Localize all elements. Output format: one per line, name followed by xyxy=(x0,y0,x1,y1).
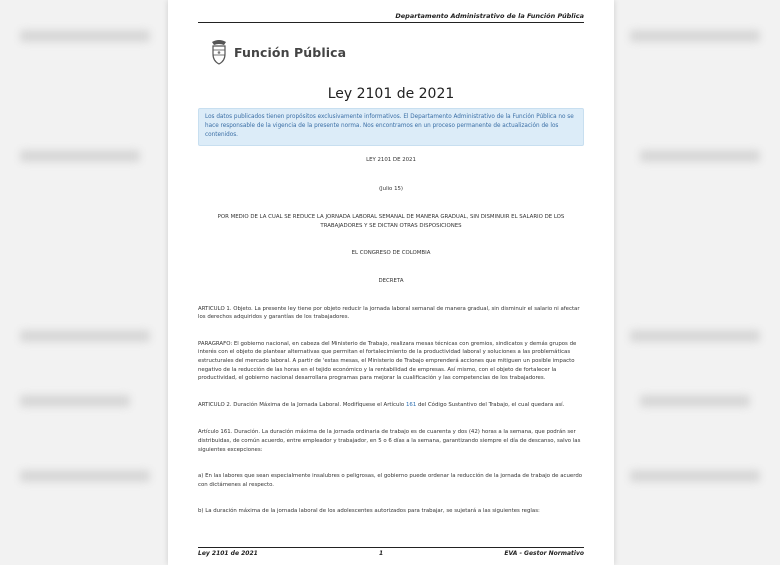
document-title: Ley 2101 de 2021 xyxy=(327,86,455,102)
article-2 xyxy=(198,401,584,410)
law-subject: POR MEDIO DE LA CUAL SE REDUCE LA JORNADA LABORAL SEMANAL DE MANERA GRADUAL, SIN DISMINUIR EL SALARIO DE LOS TRABAJADORES Y SE DICTAN OTRAS DISPOSICIONES xyxy=(217,214,565,229)
page-footer xyxy=(198,547,584,557)
colombia-coat-of-arms-icon xyxy=(208,38,230,66)
disclaimer-notice: Los datos publicados tienen propósitos exclusivamente informativos. El Departamento Administrativo de la Función Pública no se hace responsable de la vigencia de la presente norma. Nos encontramos en un proceso permanente de actualización de los contenidos. xyxy=(198,108,584,146)
document-body xyxy=(198,156,584,516)
item-b: b) La duración máxima de la jornada laboral de los adolescentes autorizados para trabajar, se sujetará a las siguientes reglas: xyxy=(198,508,540,515)
law-line: LEY 2101 DE 2021 xyxy=(366,157,416,163)
brand-name: Función Pública xyxy=(234,44,347,60)
decreta-line: DECRETA xyxy=(378,277,404,284)
item-a: a) En las labores que sean especialmente insalubres o peligrosas, el gobierno puede ordenar la reducción de la jornada de trabajo de acuerdo con dictámenes al respecto. xyxy=(198,473,583,488)
page-header: Departamento Administrativo de la Función Pública xyxy=(198,12,584,23)
footer-gestor: EVA - Gestor Normativo xyxy=(504,550,584,557)
law-date: (Julio 15) xyxy=(378,185,404,192)
footer-law: Ley 2101 de 2021 xyxy=(198,550,258,557)
article-2-text-b: del Código Sustantivo del Trabajo, el cual quedara así. xyxy=(416,401,565,408)
footer-page-number: 1 xyxy=(379,550,384,557)
article-161: Artículo 161. Duración. La duración máxima de la jornada ordinaria de trabajo es de cuarenta y dos (42) horas a la semana, que podrán ser distribuidas, de común acuerdo, entre empleador y trabajador, en 5 o 6 días a la semana, garantizando siempre el día de descanso, salvo las siguientes excepciones: xyxy=(198,429,581,453)
congress-line: EL CONGRESO DE COLOMBIA xyxy=(351,250,431,257)
paragrafo: PARAGRAFO: El gobierno nacional, en cabeza del Ministerio de Trabajo, realizara mesas técnicas con gremios, sindicatos y demás grupos de interés con el objeto de plantear alternativas que permitan el fortalecimiento de la productividad laboral y soluciones a las problemáticas estructurales del mercado laboral. A partir de 'estas mesas, el Ministerio de Trabajo emprenderá acciones que mitiguen un posible impacto negativo de la reducción de las horas en el tejido económico y la rentabilidad de empresas. Así mismo, con el objeto de fortalecer la productividad, el gobierno nacional desarrollara programas para mejorar la cualificación y las competencias de los trabajadores. xyxy=(198,340,577,382)
article-161-link[interactable]: 161 xyxy=(405,401,417,408)
document-page xyxy=(168,0,614,565)
article-1: ARTICULO 1. Objeto. La presente ley tiene por objeto reducir la jornada laboral semanal de manera gradual, sin disminuir el salario ni afectar los derechos adquiridos y garantías de los trabajadores. xyxy=(198,305,580,321)
funcion-publica-logo xyxy=(208,38,346,66)
article-2-text-a: ARTICULO 2. Duración Máxima de la Jornada Laboral. Modifíquese el Artículo xyxy=(198,401,406,408)
